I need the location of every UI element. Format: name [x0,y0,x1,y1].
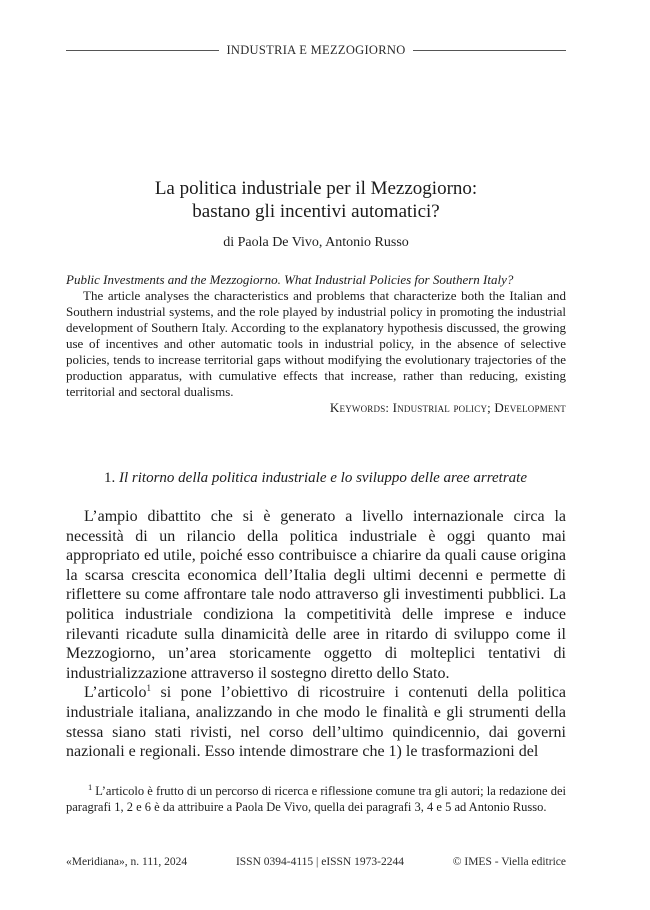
footer-journal: «Meridiana», n. 111, 2024 [66,856,188,868]
abstract-keywords: Keywords: Industrial policy; Development [329,400,566,415]
body-paragraph-1: L’ampio dibattito che si è generato a livello internazionale circa la necessità di un rilancio della politica industriale è oggi quanto mai appropriato ed utile, poiché esso contribuisce a chiarire da quali cause origina la scarsa crescita economica dell’Italia degli ultimi decenni e permette di riflettere su come affrontare tale nodo attraverso gli investimenti pubblici. La politica industriale condiziona la competitività delle imprese e induce rilevanti ricadute sulla dinamicità delle aree in ritardo di sviluppo come il Mezzogiorno, un’area storicamente oggetto di molteplici tentativi di industrializzazione attraverso il sostegno diretto dello Stato. [66,508,566,682]
footnote-text: L’articolo è frutto di un percorso di ricerca e riflessione comune tra gli autori; la redazione dei paragrafi 1, 2 e 6 è da attribuire a Paola De Vivo, quella dei paragrafi 3, 4 e 5 ad Antonio Russo. [66,784,566,814]
footnote [66,783,566,815]
article-title-line-1: La politica industriale per il Mezzogiorno: [154,178,478,199]
footnote-mark: 1 [88,782,93,792]
running-head-rule-right [413,50,566,51]
running-head [66,43,566,58]
article-title [66,177,566,223]
body-paragraph-2-rest: si pone l’obiettivo di ricostruire i contenuti della politica industriale italiana, analizzando in che modo le finalità e gli strumenti della stessa siano stati rivisti, nel corso dell’ultimo quindicennio, dai governi nazionali e regionali. Esso intende dimostrare che 1) le trasformazioni del [66,684,566,761]
abstract [66,272,566,416]
article-title-line-2: bastano gli incentivi automatici? [192,201,440,222]
footnote-reference[interactable]: 1 [146,683,151,694]
section-heading [104,470,527,487]
footnote-paragraph [66,783,566,815]
running-head-text: INDUSTRIA E MEZZOGIORNO [226,43,406,57]
abstract-title: Public Investments and the Mezzogiorno. What Industrial Policies for Southern Italy? [66,272,514,287]
running-head-rule-left [66,50,219,51]
section-number: 1. [104,470,116,486]
article-authors: di Paola De Vivo, Antonio Russo [223,235,409,250]
footer-issn: ISSN 0394-4115 | eISSN 1973-2244 [235,856,404,868]
body-paragraph-2 [66,683,566,761]
body-text [66,507,566,762]
footer-publisher: © IMES - Viella editrice [452,856,566,868]
body-paragraph-2-start: L’articolo [84,684,147,702]
page-footer [66,856,566,868]
abstract-body: The article analyses the characteristics and problems that characterize both the Italian and Southern industrial systems, and the role played by industrial policy in promoting the industrial development of Southern Italy. According to the explanatory hypothesis discussed, the growing use of incentives and other automatic tools in industrial policy, in the absence of selective policies, tends to increase territorial gaps without modifying the evolutionary trajectories of the production apparatus, with cumulative effects that increase, rather than reducing, existing territorial and sectoral dualisms. [66,288,566,399]
section-title: Il ritorno della politica industriale e lo sviluppo delle aree arretrate [119,470,528,486]
